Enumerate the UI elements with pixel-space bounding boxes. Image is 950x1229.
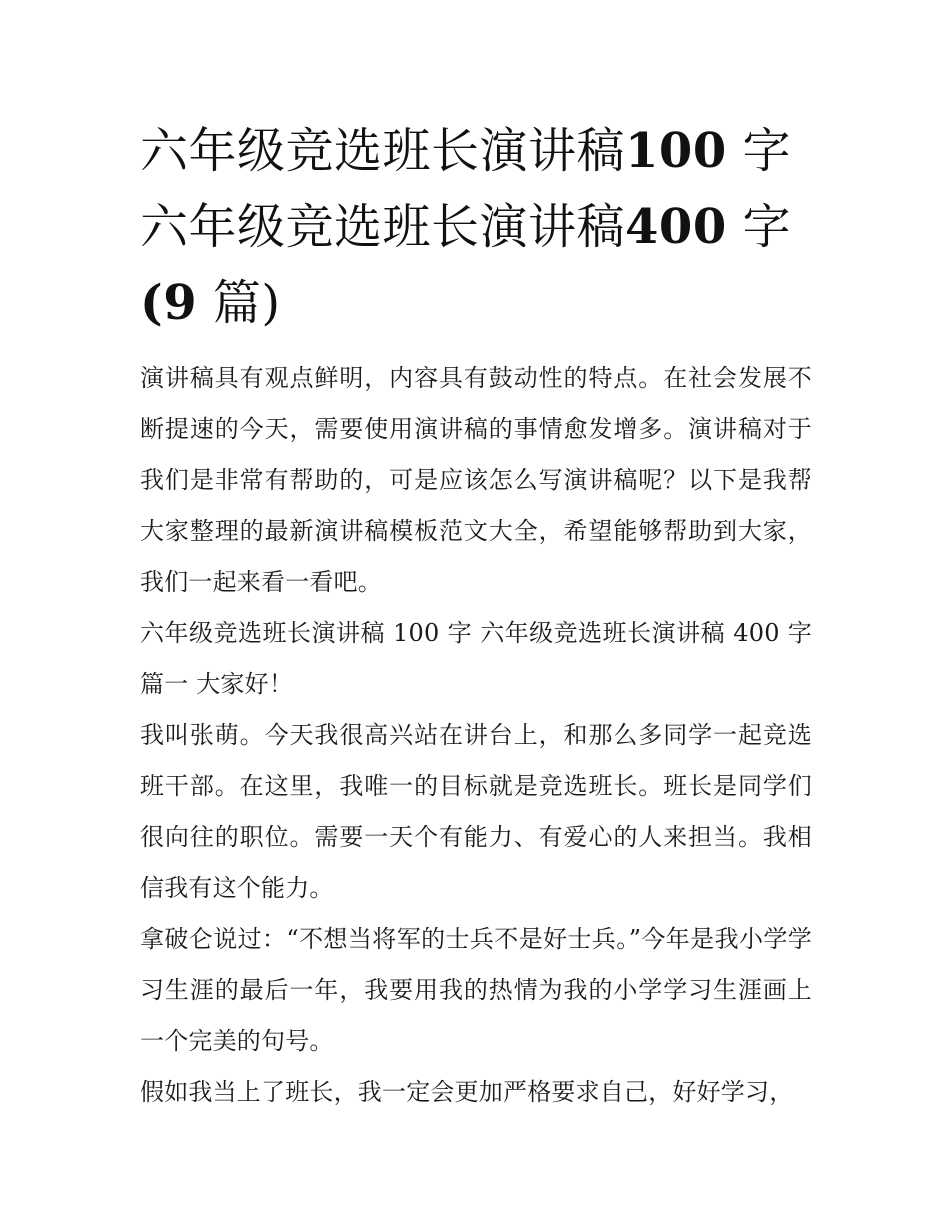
paragraph-self-introduction: 我叫张萌。今天我很高兴站在讲台上，和那么多同学一起竞选班干部。在这里，我唯一的目标就是竞选班长。班长是同学们很向往的职位。需要一天个有能力、有爱心的人来担当。我相信我有这个能力。	[140, 721, 812, 902]
title-line-1-suffix: 字	[726, 123, 791, 179]
paragraph-promise: 假如我当上了班长，我一定会更加严格要求自己，好好学习，	[140, 1078, 794, 1106]
paragraph-napoleon-quote: 拿破仑说过：“不想当将军的士兵不是好士兵。”今年是我小学学习生涯的最后一年，我要用我的热情为我的小学学习生涯画上一个完美的句号。	[140, 925, 812, 1055]
title-line-1	[140, 113, 820, 189]
title-line-3-number: (9	[140, 275, 198, 331]
document-body	[140, 353, 812, 1118]
title-line-2-text: 六年级竞选班长演讲稿	[140, 199, 626, 255]
title-line-2-suffix: 字	[726, 199, 791, 255]
title-line-1-number: 100	[625, 123, 727, 179]
title-line-2-number: 400	[625, 199, 727, 255]
paragraph-intro: 演讲稿具有观点鲜明，内容具有鼓动性的特点。在社会发展不断提速的今天，需要使用演讲稿的事情愈发增多。演讲稿对于我们是非常有帮助的，可是应该怎么写演讲稿呢？以下是我帮大家整理的最新演讲稿模板范文大全，希望能够帮助到大家，我们一起来看一看吧。	[140, 364, 812, 596]
title-line-3	[140, 265, 820, 341]
paragraph-section-heading: 六年级竞选班长演讲稿 100 字 六年级竞选班长演讲稿 400 字篇一 大家好！	[140, 619, 812, 698]
title-line-1-text: 六年级竞选班长演讲稿	[140, 123, 626, 179]
title-line-2	[140, 189, 820, 265]
title-line-3-suffix: 篇)	[197, 275, 281, 331]
document-title	[140, 113, 820, 341]
